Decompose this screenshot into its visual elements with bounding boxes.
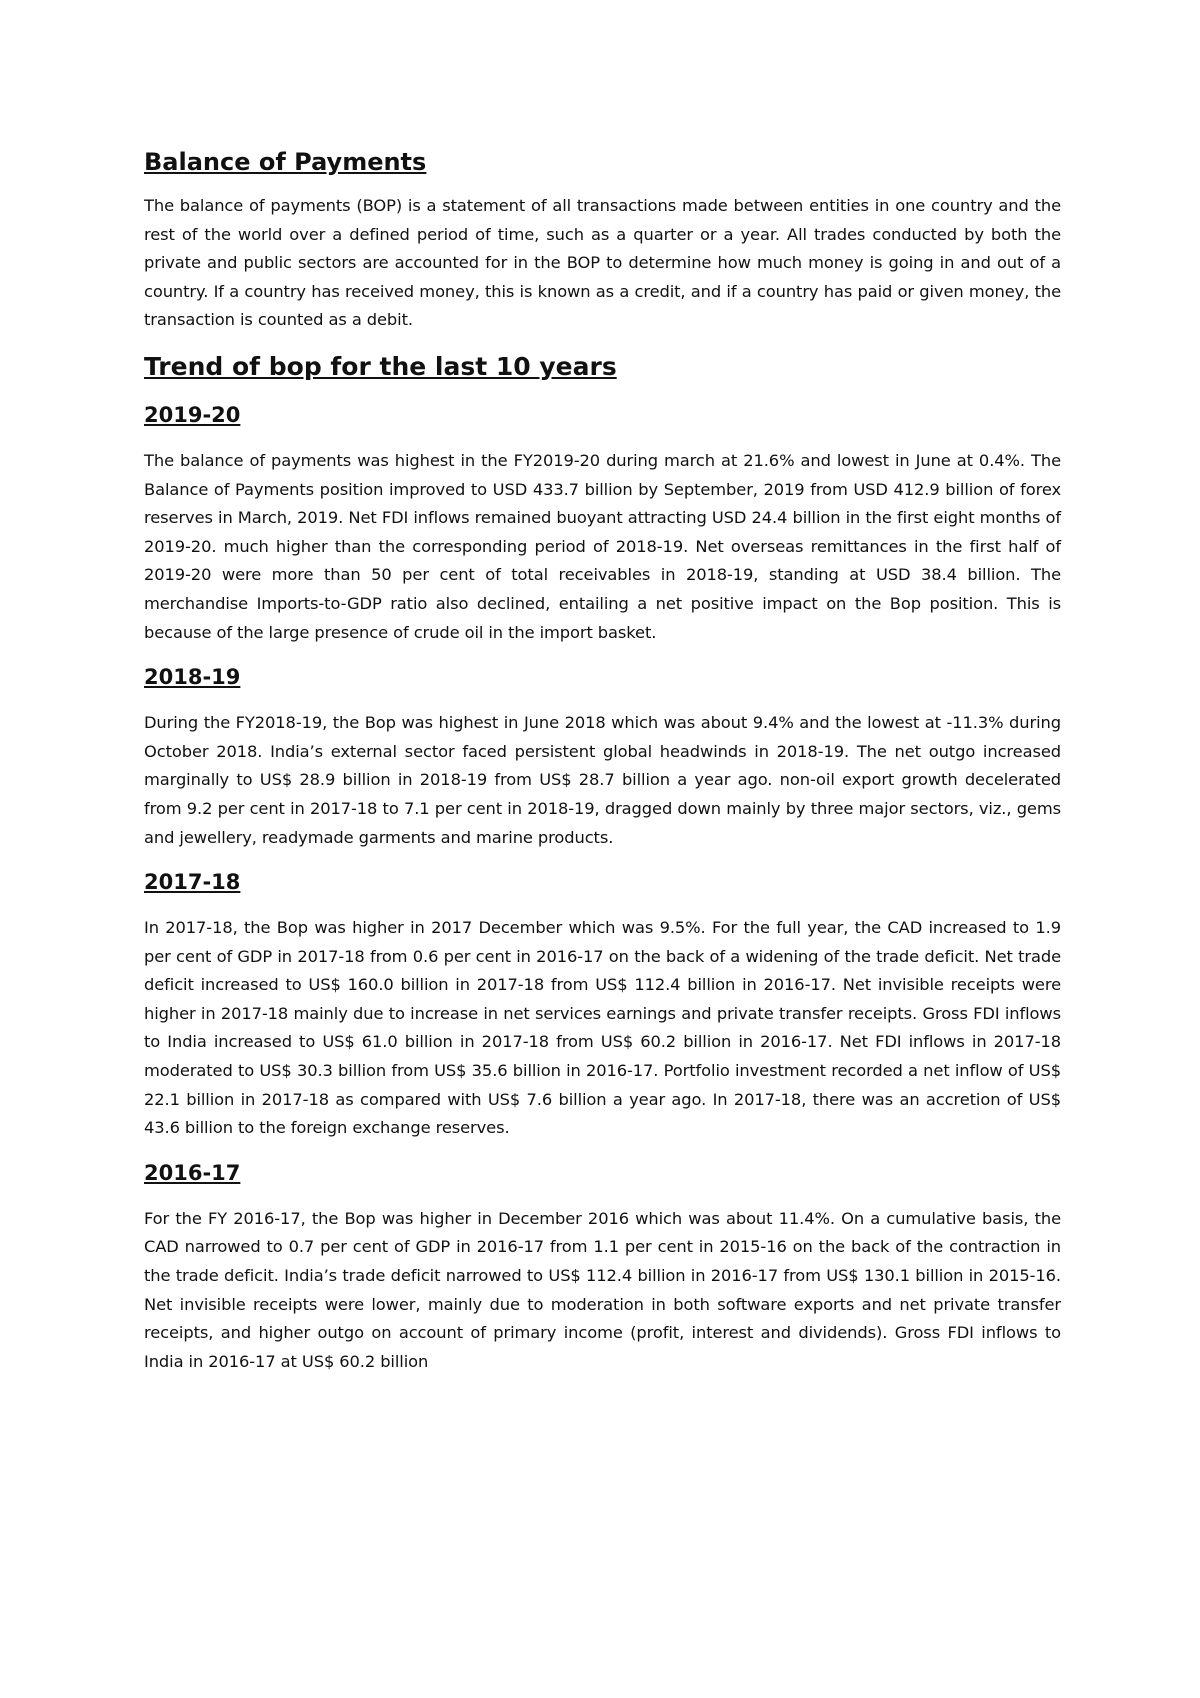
section-heading: 2016-17 bbox=[144, 1160, 241, 1185]
section-heading: 2018-19 bbox=[144, 665, 241, 690]
intro-paragraph: The balance of payments (BOP) is a statement of all transactions made between entities in one country and the rest of the world over a defined period of time, such as a quarter or a year. All trades conducted by both the private and public sectors are accounted for in the BOP to determine how much money is going in and out of a country. If a country has received money, this is known as a credit, and if a country has paid or given money, the transaction is counted as a debit. bbox=[144, 196, 1061, 330]
section-heading: 2019-20 bbox=[144, 402, 241, 427]
section-2016-17 bbox=[144, 1159, 1061, 1377]
section-body: During the FY2018-19, the Bop was highest in June 2018 which was about 9.4% and the lowest at -11.3% during October 2018. India’s external sector faced persistent global headwinds in 2018-19. The net outgo increased marginally to US$ 28.9 billion in 2018-19 from US$ 28.7 billion a year ago. non-oil export growth decelerated from 9.2 per cent in 2017-18 to 7.1 per cent in 2018-19, dragged down mainly by three major sectors, viz., gems and jewellery, readymade garments and marine products. bbox=[144, 713, 1061, 847]
section-body: In 2017-18, the Bop was higher in 2017 December which was 9.5%. For the full year, the CAD increased to 1.9 per cent of GDP in 2017-18 from 0.6 per cent in 2016-17 on the back of a widening of the trade deficit. Net trade deficit increased to US$ 160.0 billion in 2017-18 from US$ 112.4 billion in 2016-17. Net invisible receipts were higher in 2017-18 mainly due to increase in net services earnings and private transfer receipts. Gross FDI inflows to India increased to US$ 61.0 billion in 2017-18 from US$ 60.2 billion in 2016-17. Net FDI inflows in 2017-18 moderated to US$ 30.3 billion from US$ 35.6 billion in 2016-17. Portfolio investment recorded a net inflow of US$ 22.1 billion in 2017-18 as compared with US$ 7.6 billion a year ago. In 2017-18, there was an accretion of US$ 43.6 billion to the foreign exchange reserves. bbox=[144, 918, 1061, 1138]
section-body: The balance of payments was highest in the FY2019-20 during march at 21.6% and lowest in June at 0.4%. The Balance of Payments position improved to USD 433.7 billion by September, 2019 from USD 412.9 billion of forex reserves in March, 2019. Net FDI inflows remained buoyant attracting USD 24.4 billion in the first eight months of 2019-20. much higher than the corresponding period of 2018-19. Net overseas remittances in the first half of 2019-20 were more than 50 per cent of total receivables in 2018-19, standing at USD 38.4 billion. The merchandise Imports-to-GDP ratio also declined, entailing a net positive impact on the Bop position. This is because of the large presence of crude oil in the import basket. bbox=[144, 450, 1061, 642]
section-body: For the FY 2016-17, the Bop was higher in December 2016 which was about 11.4%. On a cumulative basis, the CAD narrowed to 0.7 per cent of GDP in 2016-17 from 1.1 per cent in 2015-16 on the back of the contraction in the trade deficit. India’s trade deficit narrowed to US$ 112.4 billion in 2016-17 from US$ 130.1 billion in 2015-16. Net invisible receipts were lower, mainly due to moderation in both software exports and net private transfer receipts, and higher outgo on account of primary income (profit, interest and dividends). Gross FDI inflows to India in 2016-17 at US$ 60.2 billion bbox=[144, 1208, 1061, 1371]
section-2018-19 bbox=[144, 663, 1061, 852]
document-page bbox=[144, 146, 1061, 1376]
section-2019-20 bbox=[144, 401, 1061, 647]
section-2017-18 bbox=[144, 868, 1061, 1143]
trend-heading: Trend of bop for the last 10 years bbox=[144, 351, 617, 381]
section-heading: 2017-18 bbox=[144, 870, 241, 895]
document-title: Balance of Payments bbox=[144, 148, 427, 176]
